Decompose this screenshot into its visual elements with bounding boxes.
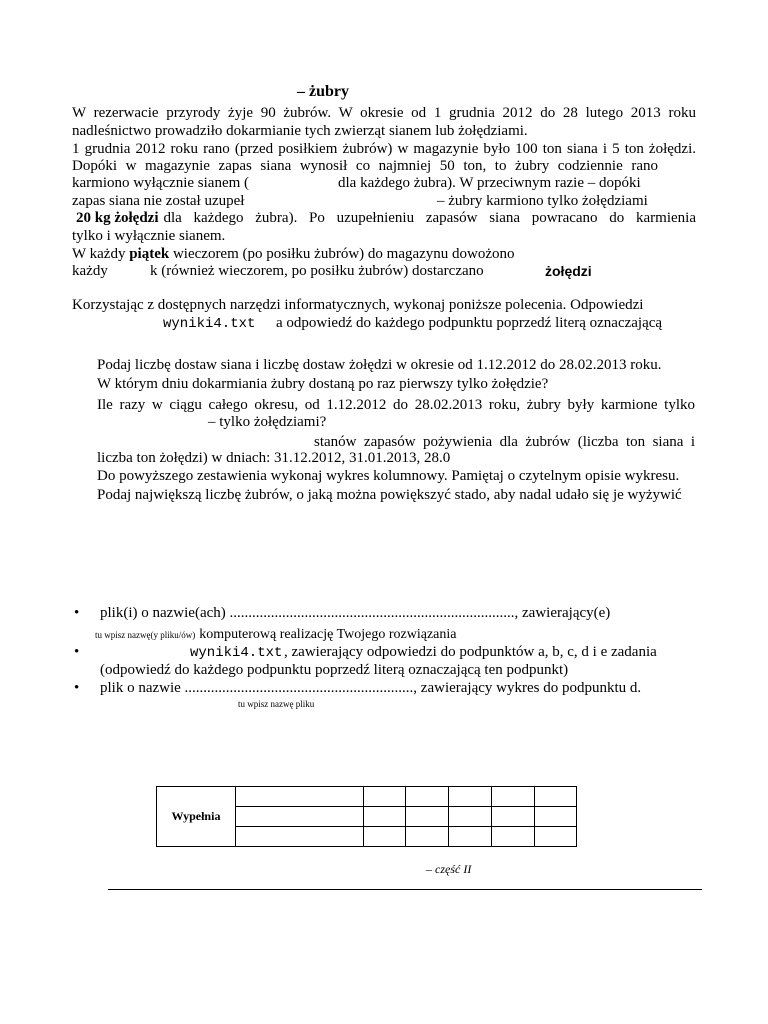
grade-cell xyxy=(236,787,364,807)
task-c-line-2: – tylko żołędziami? xyxy=(208,414,327,430)
task-b: W którym dniu dokarmiania żubry dostaną po raz pierwszy tylko żołędzie? xyxy=(97,376,549,392)
grade-cell xyxy=(364,827,406,847)
intro-line-5a: karmiono wyłącznie sianem ( xyxy=(72,175,250,191)
submission-item-1: plik(i) o nazwie(ach) ............................................................................, zawierający(e) xyxy=(100,605,611,621)
intro-line-3: 1 grudnia 2012 roku rano (przed posiłkiem żubrów) w magazynie było 100 ton siana i 5 ton żołędzi. xyxy=(72,141,696,157)
intro-line-9-bold: piątek xyxy=(129,246,170,262)
task-e: Podaj największą liczbę żubrów, o jaką można powiększyć stado, aby nadal udało się je wyżywić xyxy=(97,487,682,503)
table-row xyxy=(157,787,577,807)
intro-line-10b: k (również wieczorem, po posiłku żubrów) dostarczano xyxy=(150,263,484,279)
intro-line-6a: zapas siana nie został uzupeł xyxy=(72,193,245,209)
grade-cell xyxy=(449,807,492,827)
intro-line-7 xyxy=(76,210,696,227)
intro-line-6b: – żubry karmiono tylko żołędziami xyxy=(437,193,648,209)
grade-table-label: Wypełnia xyxy=(157,787,236,847)
task-d-line-2: liczba ton żołędzi) w dniach: 31.12.2012, 31.01.2013, 28.0 xyxy=(97,450,451,466)
grade-cell xyxy=(364,787,406,807)
grade-cell xyxy=(535,807,577,827)
intro-line-9b: wieczorem (po posiłku żubrów) do magazynu dowożono xyxy=(172,246,515,262)
grade-cell xyxy=(492,827,535,847)
grade-cell xyxy=(492,807,535,827)
grade-cell xyxy=(406,807,449,827)
intro-line-7-bold: 20 kg żołędzi xyxy=(76,210,159,226)
bullet-3-marker: • xyxy=(74,680,80,696)
intro-line-2: nadleśnictwo prowadziło dokarmianie tych zwierząt sianem lub żołędziami. xyxy=(72,123,528,139)
instructions-file: wyniki4.txt xyxy=(163,316,256,332)
task-c-line-1: Ile razy w ciągu całego okresu, od 1.12.2012 do 28.02.2013 roku, żubry były karmione tylko xyxy=(97,397,695,413)
grade-table xyxy=(156,786,577,847)
intro-line-4: Dopóki w magazynie zapas siana wynosił co najmniej 50 ton, to żubry codziennie rano xyxy=(72,158,658,174)
intro-line-10a: każdy xyxy=(72,263,108,279)
grade-cell xyxy=(449,787,492,807)
bullet-2-marker: • xyxy=(74,644,80,660)
intro-line-9a: W każdy xyxy=(72,246,126,262)
task-d-line-3: Do powyższego zestawienia wykonaj wykres kolumnowy. Pamiętaj o czytelnym opisie wykresu. xyxy=(97,468,680,484)
submission-item-2: , zawierający odpowiedzi do podpunktów a, b, c, d i e zadania xyxy=(284,644,657,660)
submission-item-1-note-small: tu wpisz nazwę(y pliku/ów) xyxy=(95,630,196,640)
intro-line-10-bold: żołędzi xyxy=(545,263,592,279)
submission-item-1-note-rest: komputerową realizację Twojego rozwiązania xyxy=(199,627,457,642)
intro-line-7-rest: dla każdego żubra). Po uzupełnieniu zapasów siana powracano do karmienia xyxy=(163,210,696,226)
grade-cell xyxy=(406,827,449,847)
intro-line-5b: dla każdego żubra). W przeciwnym razie – dopóki xyxy=(338,175,641,191)
grade-cell xyxy=(236,807,364,827)
footer-part-label: – część II xyxy=(426,862,472,876)
intro-line-8: tylko i wyłącznie sianem. xyxy=(72,228,226,244)
footer-rule xyxy=(108,889,702,890)
task-a: Podaj liczbę dostaw siana i liczbę dostaw żołędzi w okresie od 1.12.2012 do 28.02.2013 roku. xyxy=(97,357,662,373)
submission-item-2-file: wyniki4.txt xyxy=(190,645,283,661)
grade-cell xyxy=(236,827,364,847)
grade-cell xyxy=(535,787,577,807)
bullet-1-marker: • xyxy=(74,605,80,621)
grade-cell xyxy=(535,827,577,847)
grade-cell xyxy=(364,807,406,827)
intro-line-9 xyxy=(72,246,515,263)
intro-line-1: W rezerwacie przyrody żyje 90 żubrów. W okresie od 1 grudnia 2012 do 28 lutego 2013 roku xyxy=(72,105,696,121)
grade-cell xyxy=(449,827,492,847)
submission-item-1-note xyxy=(95,625,456,643)
submission-item-3: plik o nazwie ............................................................., zawierający wykres do podpunktu d. xyxy=(100,680,642,696)
grade-cell xyxy=(406,787,449,807)
instructions-line-1: Korzystając z dostępnych narzędzi informatycznych, wykonaj poniższe polecenia. Odpowiedzi xyxy=(72,297,644,313)
submission-item-2-line-2: (odpowiedź do każdego podpunktu poprzedź literą oznaczającą ten podpunkt) xyxy=(100,662,569,678)
task-d-line-1: stanów zapasów pożywienia dla żubrów (liczba ton siana i xyxy=(314,434,695,450)
instructions-line-2: a odpowiedź do każdego podpunktu poprzedź literą oznaczającą xyxy=(276,315,663,331)
grade-cell xyxy=(492,787,535,807)
task-title: – żubry xyxy=(297,83,349,100)
submission-item-3-note: tu wpisz nazwę pliku xyxy=(238,699,315,709)
